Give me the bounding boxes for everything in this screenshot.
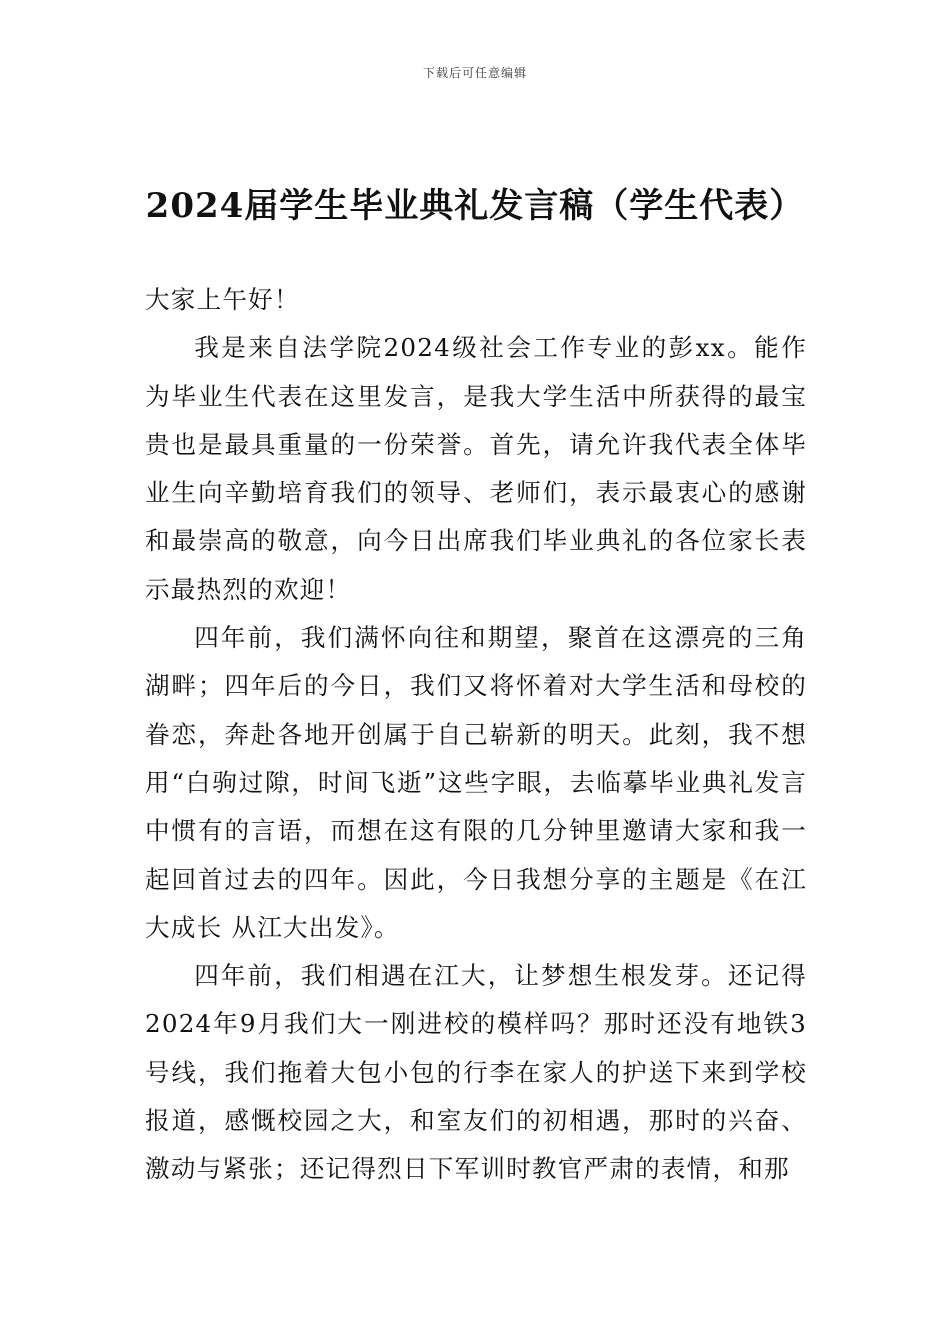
document-body [145,276,807,1194]
greeting: 大家上午好！ [145,285,300,314]
paragraph: 我是来自法学院2024级社会工作专业的彭xx。能作为毕业生代表在这里发言，是我大学生活中所获得的最宝贵也是最具重量的一份荣誉。首先，请允许我代表全体毕业生向辛勤培育我们的领导、老师们，表示最衷心的感谢和最崇高的敬意，向今日出席我们毕业典礼的各位家长表示最热烈的欢迎！ [145,333,807,604]
paragraph: 四年前，我们相遇在江大，让梦想生根发芽。还记得2024年9月我们大一刚进校的模样吗？那时还没有地铁3号线，我们拖着大包小包的行李在家人的护送下来到学校报道，感慨校园之大，和室友们的初相遇，那时的兴奋、激动与紧张；还记得烈日下军训时教官严肃的表情，和那 [145,961,807,1184]
paragraph: 四年前，我们满怀向往和期望，聚首在这漂亮的三角湖畔；四年后的今日，我们又将怀着对大学生活和母校的眷恋，奔赴各地开创属于自己崭新的明天。此刻，我不想用“白驹过隙，时间飞逝”这些字眼，去临摹毕业典礼发言中惯有的言语，而想在这有限的几分钟里邀请大家和我一起回首过去的四年。因此，今日我想分享的主题是《在江大成长 从江大出发》。 [145,623,807,942]
header-note: 下载后可任意编辑 [422,66,527,80]
document-title: 2024届学生毕业典礼发言稿（学生代表） [145,186,805,226]
